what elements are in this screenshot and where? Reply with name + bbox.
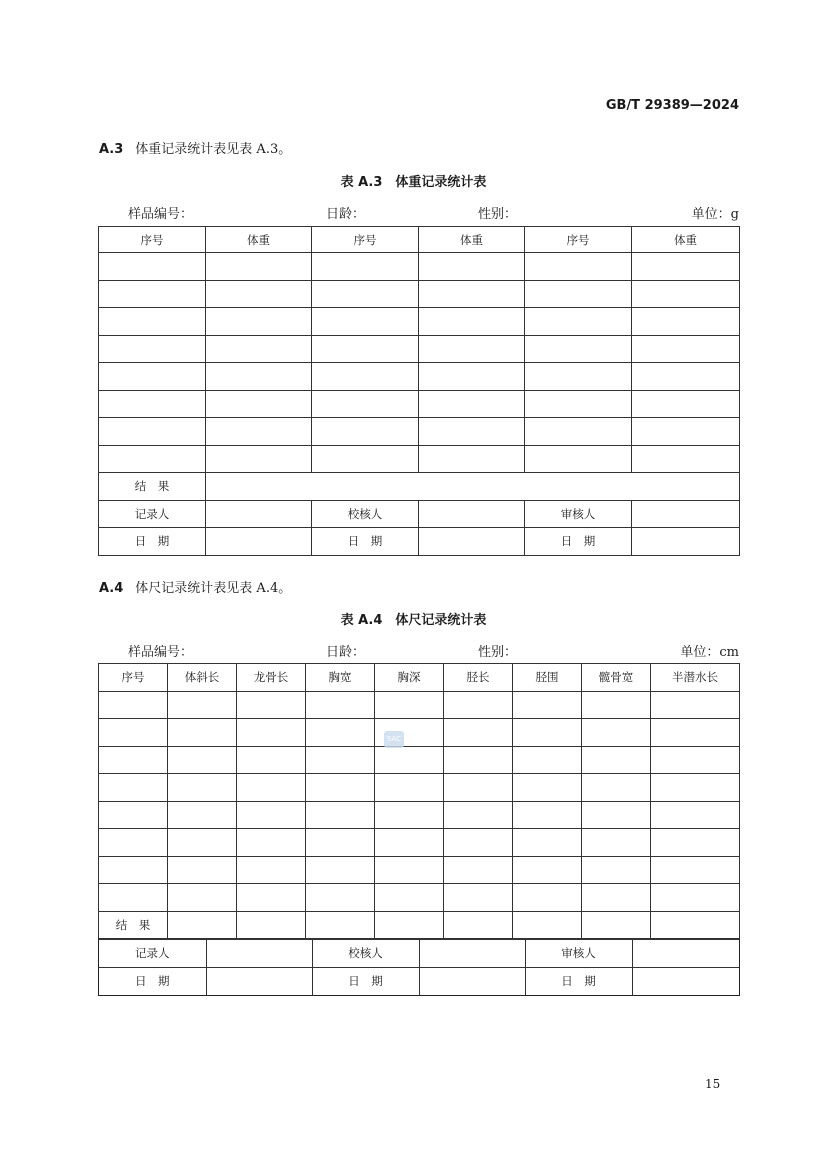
header-cell: 序号 [99, 664, 168, 692]
table-a4-unit: 单位：cm [680, 645, 739, 660]
page-number: 15 [705, 1077, 721, 1091]
section-a4-heading [99, 577, 291, 596]
checker-label: 校核人 [312, 940, 419, 968]
table-row [99, 445, 740, 473]
signature-subtable [99, 939, 740, 995]
result-label: 结 果 [99, 911, 168, 939]
table-row [99, 253, 740, 281]
table-row [99, 829, 740, 857]
table-row [99, 884, 740, 912]
section-a3-text: 体重记录统计表见表 A.3。 [135, 142, 292, 157]
header-cell: 序号 [312, 227, 419, 253]
date-label: 日 期 [525, 967, 632, 995]
date-label: 日 期 [312, 528, 419, 556]
header-cell: 胫围 [513, 664, 582, 692]
header-cell: 体重 [419, 227, 525, 253]
date-label: 日 期 [312, 967, 419, 995]
header-cell: 龙骨长 [237, 664, 306, 692]
header-cell: 序号 [525, 227, 632, 253]
section-a3-heading [99, 138, 291, 157]
table-a3-age: 日龄： [326, 207, 366, 222]
header-cell: 序号 [99, 227, 206, 253]
date-row [99, 528, 740, 556]
table-a4-caption: 表 A.4 体尺记录统计表 [340, 613, 487, 628]
date-label: 日 期 [99, 528, 206, 556]
table-row [99, 801, 740, 829]
table-row [99, 335, 740, 363]
date-label: 日 期 [525, 528, 632, 556]
table-row [99, 856, 740, 884]
recorder-label: 记录人 [99, 500, 206, 528]
signature-row [99, 939, 740, 996]
header-cell: 胸深 [375, 664, 444, 692]
checker-label: 校核人 [312, 500, 419, 528]
table-row [99, 308, 740, 336]
reviewer-label: 审核人 [525, 940, 632, 968]
table-row [99, 390, 740, 418]
table-header-row [99, 664, 740, 692]
table-row [99, 691, 740, 719]
table-a3-sample-no: 样品编号： [128, 207, 194, 222]
header-cell: 胸宽 [306, 664, 375, 692]
reviewer-label: 审核人 [525, 500, 632, 528]
header-cell: 胫长 [444, 664, 513, 692]
recorder-label: 记录人 [99, 940, 206, 968]
table-row [99, 280, 740, 308]
header-cell: 半潜水长 [651, 664, 740, 692]
table-row [99, 746, 740, 774]
result-row [99, 473, 740, 501]
table-row [99, 418, 740, 446]
sac-watermark: SAC [384, 731, 404, 748]
header-cell: 体重 [632, 227, 740, 253]
table-a3-unit: 单位：g [691, 207, 739, 222]
table-a3-caption: 表 A.3 体重记录统计表 [340, 175, 487, 190]
table-a3-sex: 性别： [478, 207, 518, 222]
section-a4-text: 体尺记录统计表见表 A.4。 [135, 581, 292, 596]
table-a4-sample-no: 样品编号： [128, 645, 194, 660]
header-cell: 体重 [206, 227, 312, 253]
table-header-row [99, 227, 740, 253]
section-a4-number: A.4 [99, 581, 124, 596]
standard-number: GB/T 29389—2024 [605, 98, 739, 113]
table-row [99, 363, 740, 391]
result-row [99, 911, 740, 939]
table-a3 [98, 226, 740, 556]
signature-row [99, 500, 740, 528]
table-a4 [98, 663, 740, 996]
header-cell: 髋骨宽 [582, 664, 651, 692]
table-row [99, 719, 740, 747]
header-cell: 体斜长 [168, 664, 237, 692]
result-label: 结 果 [99, 473, 206, 501]
date-label: 日 期 [99, 967, 206, 995]
table-a4-age: 日龄： [326, 645, 366, 660]
table-row [99, 774, 740, 802]
section-a3-number: A.3 [99, 142, 124, 157]
table-a4-sex: 性别： [478, 645, 518, 660]
